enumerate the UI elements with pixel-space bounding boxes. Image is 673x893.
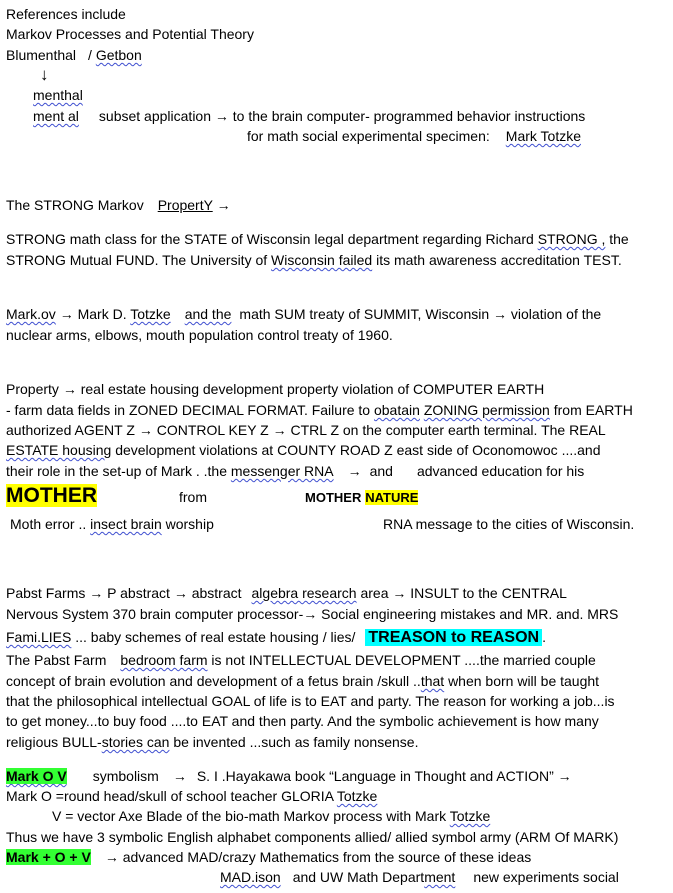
- right-arrow-icon: →: [303, 606, 318, 622]
- text: their role in the set-up of Mark . .the: [6, 463, 227, 479]
- text: .: [542, 629, 546, 645]
- mark-line-1: [6, 768, 572, 785]
- right-arrow-icon: →: [347, 463, 362, 479]
- text: ESTATE housing: [6, 442, 112, 458]
- text: advanced MAD/crazy Mathematics from the source of these ideas: [122, 849, 532, 865]
- text: menthal: [33, 87, 83, 103]
- text: obatain: [373, 402, 420, 418]
- text: Fami.LIES: [6, 629, 72, 645]
- property-line-7b: [383, 516, 634, 533]
- pabst-line-1: [6, 585, 567, 602]
- text: be invented ...such as family nonsense.: [173, 734, 419, 750]
- pabst-line-8: [6, 734, 418, 751]
- right-arrow-icon: →: [104, 849, 119, 865]
- text: - farm data fields in ZONED DECIMAL FORMAT. Failure to: [6, 402, 371, 418]
- text: Mark O =round head/skull of school teacher GLORIA: [6, 788, 334, 804]
- text: and the: [184, 306, 232, 322]
- text: insect brain: [90, 516, 162, 532]
- strong-heading: [6, 197, 231, 214]
- intro-line-5: [33, 87, 83, 104]
- right-arrow-icon: →: [392, 585, 407, 601]
- text: worship: [165, 516, 214, 532]
- pabst-line-2: [6, 606, 618, 623]
- text: PropertY: [157, 197, 213, 213]
- intro-line-2: [6, 26, 254, 43]
- mother-nature-highlight: NATURE: [365, 490, 419, 505]
- text: /: [88, 47, 92, 63]
- text: Wisconsin failed: [271, 252, 373, 268]
- text: real estate housing development property violation of COMPUTER EARTH: [80, 381, 545, 397]
- text: new experiments social: [473, 869, 619, 885]
- text: MAD.ison: [220, 869, 281, 885]
- text: RNA message to the cities of Wisconsin.: [383, 516, 635, 532]
- text: stories can: [101, 734, 170, 750]
- text: and: [369, 463, 393, 479]
- text: Totzke: [130, 306, 171, 322]
- text: from EARTH: [553, 402, 633, 418]
- text: nuclear arms, elbows, mouth population control treaty of 1960.: [6, 327, 393, 343]
- text: bedroom farm: [120, 652, 208, 668]
- text: that: [420, 673, 445, 689]
- intro-line-3: [6, 47, 142, 64]
- text: advanced education for his: [416, 463, 585, 479]
- text: ment: [424, 869, 456, 885]
- text: algebra research: [251, 585, 357, 601]
- markov-line-1: [6, 306, 601, 323]
- property-line-5: [6, 463, 584, 480]
- text: S. I .Hayakawa book “Language in Thought and ACTION”: [196, 768, 554, 784]
- text: ZONING permission: [423, 402, 550, 418]
- pabst-line-5: [6, 673, 599, 690]
- mark-line-5: [6, 849, 531, 866]
- right-arrow-icon: →: [138, 422, 153, 438]
- text: messenger RNA: [230, 463, 334, 479]
- text: religious BULL-: [6, 734, 102, 750]
- text: ... baby schemes of real estate housing / lies/: [75, 629, 356, 645]
- right-arrow-icon: →: [89, 585, 104, 601]
- property-line-3: [6, 422, 606, 439]
- right-arrow-icon: →: [272, 422, 287, 438]
- text: CONTROL KEY Z: [156, 422, 269, 438]
- text: STRONG ,: [537, 231, 606, 247]
- text: Totzke: [336, 788, 378, 804]
- text: abstract: [191, 585, 242, 601]
- pabst-line-6: [6, 693, 615, 710]
- markov-line-2: [6, 327, 393, 344]
- text: to get money...to buy food ....to EAT and then party. And the symbolic achievement is how many: [6, 713, 599, 729]
- text: and UW Math Depart: [292, 869, 425, 885]
- text: The STRONG Markov: [6, 197, 144, 213]
- text: when born will be taught: [448, 673, 600, 689]
- text: STRONG Mutual FUND. The University of: [6, 252, 268, 268]
- mark-line-3: [52, 808, 490, 825]
- text: that the philosophical intellectual GOAL of life is to EAT and party. The reason for working a job...is: [6, 693, 615, 709]
- mark-line-2: [6, 788, 377, 805]
- strong-line-2: [6, 252, 622, 269]
- text: The Pabst Farm: [6, 652, 107, 668]
- text: from: [179, 489, 207, 505]
- mother-heading: MOTHER: [6, 484, 97, 507]
- mark-line-6: [220, 869, 619, 886]
- text: development violations at COUNTY ROAD Z east side of Oconomowoc ....and: [115, 442, 601, 458]
- right-arrow-icon: →: [62, 381, 77, 397]
- right-arrow-icon: →: [173, 585, 188, 601]
- text: is not INTELLECTUAL DEVELOPMENT ....the married couple: [211, 652, 596, 668]
- intro-line-1: [6, 6, 126, 23]
- text: to the brain computer- programmed behavior instructions: [232, 108, 586, 124]
- text: CTRL Z on the computer earth terminal. The REAL: [290, 422, 606, 438]
- property-line-7: [10, 516, 214, 533]
- text: Mark Totzke: [505, 128, 581, 144]
- pabst-line-3: [6, 626, 546, 649]
- right-arrow-icon: →: [557, 768, 572, 784]
- mark-line-4: [6, 829, 618, 846]
- right-arrow-icon: →: [59, 306, 74, 322]
- text: ment al: [33, 108, 79, 124]
- intro-line-7: [247, 128, 581, 145]
- text: the: [609, 231, 629, 247]
- pabst-line-4: [6, 652, 596, 669]
- text: Getbon: [95, 47, 142, 63]
- property-line-1: [6, 381, 544, 398]
- text: for math social experimental specimen:: [247, 128, 490, 144]
- text: Nervous System 370 brain computer processor-: [6, 606, 304, 622]
- right-arrow-icon: →: [172, 768, 187, 784]
- right-arrow-icon: →: [214, 108, 229, 124]
- text: Mark.ov: [6, 306, 56, 322]
- text: Thus we have 3 symbolic English alphabet components allied/ allied symbol army (ARM Of MARK): [6, 829, 619, 845]
- text: Totzke: [449, 808, 491, 824]
- down-arrow-icon: ↓: [40, 65, 49, 84]
- mark-ov-highlight: Mark O V: [6, 768, 67, 784]
- mark-ov-sum-highlight: Mark + O + V: [6, 849, 91, 865]
- text: Property: [6, 381, 59, 397]
- right-arrow-icon: →: [216, 197, 231, 213]
- strong-line-1: [6, 231, 629, 248]
- text: math SUM treaty of SUMMIT, Wisconsin: [239, 306, 490, 322]
- text: MOTHER: [305, 490, 362, 505]
- text: subset application: [98, 108, 211, 124]
- intro-line-6: [33, 108, 585, 125]
- text: Markov Processes and Potential Theory: [6, 26, 254, 42]
- text: STRONG math class for the STATE of Wisconsin legal department regarding Richard: [6, 231, 534, 247]
- text: Blumenthal: [6, 47, 77, 63]
- text: symbolism: [92, 768, 159, 784]
- text: V = vector Axe Blade of the bio-math Markov process with Mark: [52, 808, 447, 824]
- text: Social engineering mistakes and MR. and. MRS: [321, 606, 619, 622]
- text: INSULT to the CENTRAL: [410, 585, 567, 601]
- property-line-4: [6, 442, 601, 459]
- text: Pabst Farms: [6, 585, 86, 601]
- text: authorized AGENT Z: [6, 422, 135, 438]
- text: P abstract: [107, 585, 170, 601]
- text: its math awareness accreditation TEST.: [376, 252, 622, 268]
- text: area: [360, 585, 389, 601]
- mother-line: [6, 483, 418, 511]
- property-line-2: [6, 402, 633, 419]
- text: violation of the: [510, 306, 602, 322]
- text: References include: [6, 6, 126, 22]
- right-arrow-icon: →: [493, 306, 508, 322]
- text: Moth error ..: [10, 516, 87, 532]
- text: concept of brain evolution and development of a fetus brain /skull ..: [6, 673, 421, 689]
- pabst-line-7: [6, 713, 599, 730]
- treason-highlight: TREASON to REASON: [365, 629, 542, 646]
- text: Mark D.: [77, 306, 127, 322]
